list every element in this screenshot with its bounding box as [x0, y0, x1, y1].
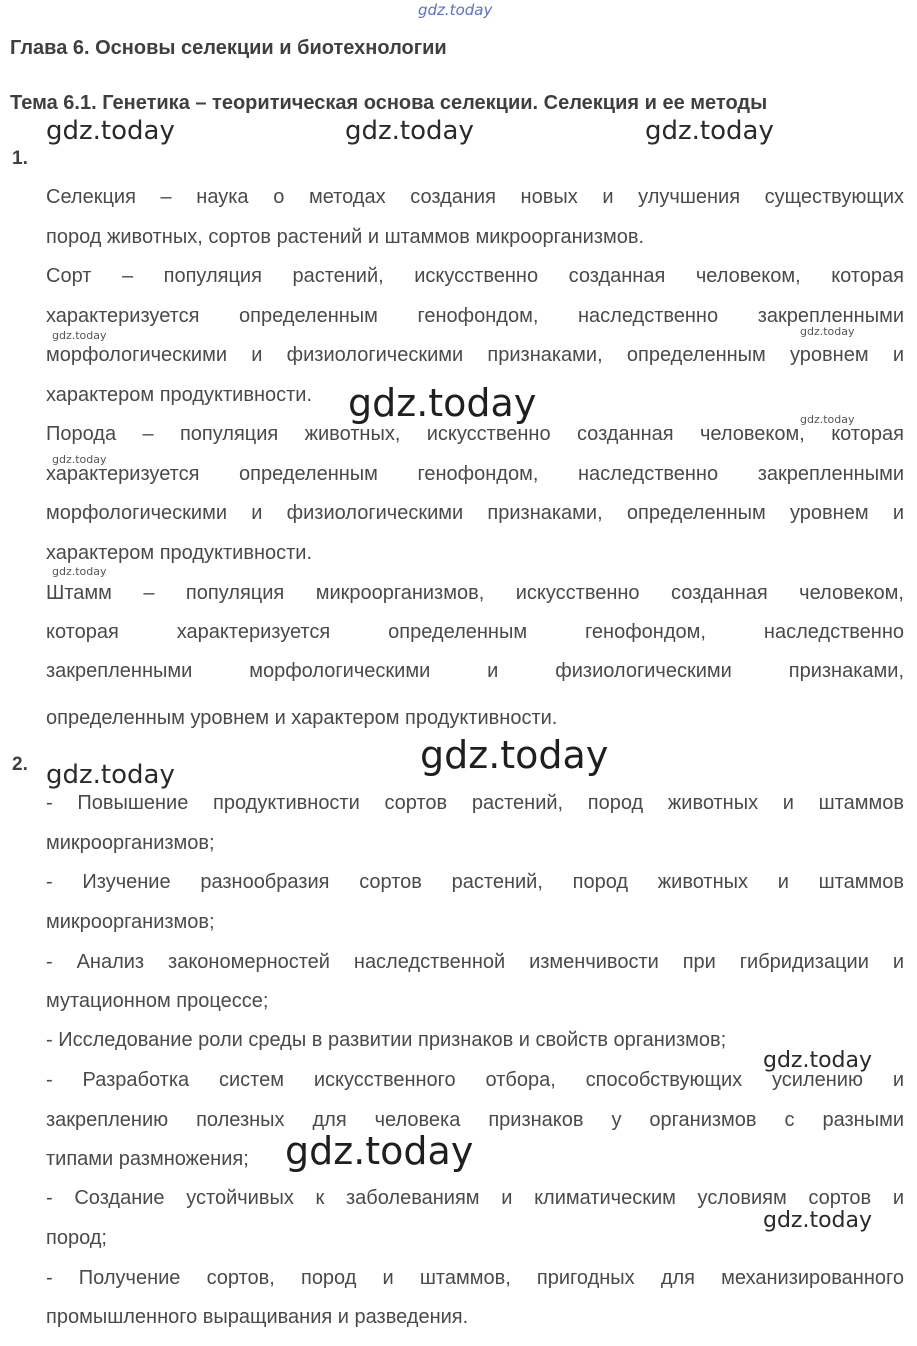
watermark: gdz.today [46, 116, 175, 146]
watermark: gdz.today [763, 1048, 873, 1073]
chapter-title: Глава 6. Основы селекции и биотехнологии [10, 37, 447, 59]
watermark: gdz.today [345, 116, 474, 146]
watermark: gdz.today [348, 381, 537, 425]
watermark: gdz.today [46, 760, 175, 790]
text-line: характеризуется определенным генофондом, наследственно закрепленными [46, 463, 904, 485]
text-line: пород; [46, 1227, 107, 1249]
text-line: характеризуется определенным генофондом, наследственно закрепленными [46, 305, 904, 327]
section-number: 2. [12, 754, 28, 775]
watermark: gdz.today [52, 453, 107, 466]
text-line: которая характеризуется определенным генофондом, наследственно [46, 621, 904, 643]
text-line: микроорганизмов; [46, 911, 215, 933]
site-logo-watermark: gdz.today [418, 1, 493, 19]
text-line: морфологическими и физиологическими признаками, определенным уровнем и [46, 344, 904, 366]
text-line: определенным уровнем и характером продуктивности. [46, 707, 558, 729]
text-line: морфологическими и физиологическими признаками, определенным уровнем и [46, 502, 904, 524]
watermark: gdz.today [52, 565, 107, 578]
text-line: характером продуктивности. [46, 542, 313, 564]
text-line: Сорт – популяция растений, искусственно созданная человеком, которая [46, 265, 904, 287]
text-line: промышленного выращивания и разведения. [46, 1306, 469, 1328]
watermark: gdz.today [763, 1208, 873, 1233]
text-line: Порода – популяция животных, искусственно созданная человеком, которая [46, 423, 904, 445]
section-number: 1. [12, 148, 28, 169]
text-line: - Получение сортов, пород и штаммов, пригодных для механизированного [46, 1267, 904, 1289]
text-line: пород животных, сортов растений и штаммов микроорганизмов. [46, 226, 645, 248]
text-line: - Анализ закономерностей наследственной изменчивости при гибридизации и [46, 951, 904, 973]
text-line: Штамм – популяция микроорганизмов, искусственно созданная человеком, [46, 582, 904, 604]
text-line: микроорганизмов; [46, 832, 215, 854]
watermark: gdz.today [645, 116, 774, 146]
text-line: - Повышение продуктивности сортов растений, пород животных и штаммов [46, 792, 904, 814]
text-line: закреплению полезных для человека признаков у организмов с разными [46, 1109, 904, 1131]
text-line: характером продуктивности. [46, 384, 313, 406]
watermark: gdz.today [800, 413, 855, 426]
text-line: - Исследование роли среды в развитии признаков и свойств организмов; [46, 1029, 727, 1051]
topic-title: Тема 6.1. Генетика – теоритическая основа селекции. Селекция и ее методы [10, 92, 768, 114]
watermark: gdz.today [800, 325, 855, 338]
text-line: - Изучение разнообразия сортов растений, пород животных и штаммов [46, 871, 904, 893]
watermark: gdz.today [420, 733, 609, 777]
text-line: типами размножения; [46, 1148, 249, 1170]
text-line: - Создание устойчивых к заболеваниям и климатическим условиям сортов и [46, 1187, 904, 1209]
text-line: Селекция – наука о методах создания новых и улучшения существующих [46, 186, 904, 208]
text-line: мутационном процессе; [46, 990, 269, 1012]
watermark: gdz.today [52, 329, 107, 342]
text-line: закрепленными морфологическими и физиологическими признаками, [46, 660, 904, 682]
text-line: - Разработка систем искусственного отбора, способствующих усилению и [46, 1069, 904, 1091]
watermark: gdz.today [285, 1129, 474, 1173]
